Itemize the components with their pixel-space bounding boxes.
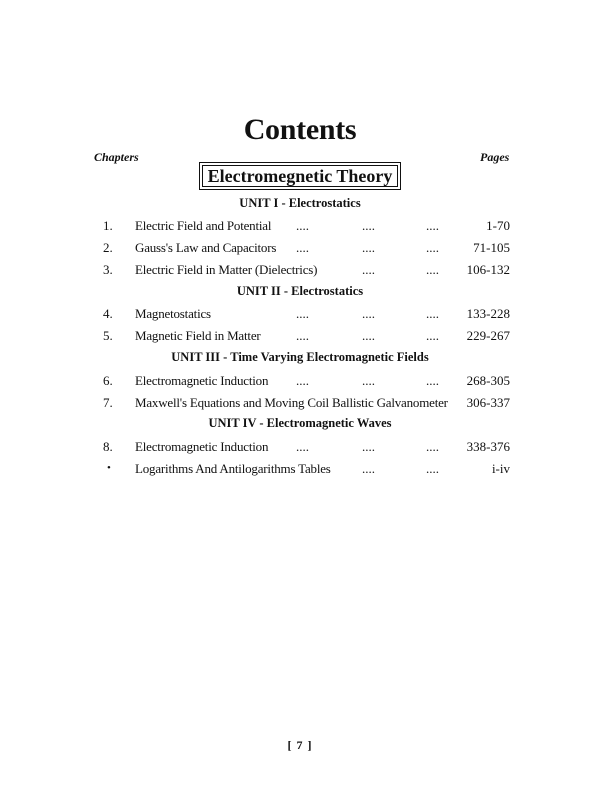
chapter-number: 4. [103,306,113,321]
dot-leader: .... [362,328,375,343]
dot-leader: .... [426,262,439,277]
subject-heading-box [199,162,401,190]
page-title: Contents [243,113,357,146]
unit-heading: UNIT II - Electrostatics [236,284,364,298]
unit-heading: UNIT IV - Electromagnetic Waves [208,416,392,430]
dot-leader: .... [296,240,309,255]
dot-leader: .... [362,373,375,388]
toc-entry [0,262,600,282]
chapter-number: 5. [103,328,113,343]
dot-leader: .... [426,218,439,233]
page-range: 1-70 [486,218,510,233]
dot-leader: .... [362,306,375,321]
chapter-number: 3. [103,262,113,277]
dot-leader: .... [296,439,309,454]
toc-entry [0,240,600,260]
dot-leader: .... [426,461,439,476]
toc-entry [0,373,600,393]
dot-leader: .... [426,306,439,321]
page-range: 106-132 [466,262,510,277]
chapter-title: Gauss's Law and Capacitors [135,240,277,255]
dot-leader: .... [296,328,309,343]
toc-entry [0,306,600,326]
dot-leader: .... [426,240,439,255]
dot-leader: .... [362,218,375,233]
chapter-number: 1. [103,218,113,233]
dot-leader: .... [362,262,375,277]
dot-leader: .... [362,461,375,476]
toc-entry [0,218,600,238]
toc-entry [0,461,600,481]
chapter-title: Maxwell's Equations and Moving Coil Ballistic Galvanometer [135,395,448,410]
toc-entry [0,328,600,348]
page-range: 268-305 [466,373,510,388]
toc-entry [0,395,600,415]
page-range: 71-105 [473,240,510,255]
dot-leader: .... [362,439,375,454]
chapter-number: 2. [103,240,113,255]
pages-column-label: Pages [480,150,510,164]
dot-leader: .... [426,373,439,388]
chapter-number: 7. [103,395,113,410]
dot-leader: .... [296,306,309,321]
chapter-title: Electric Field and Potential [135,218,272,233]
chapter-title: Electromagnetic Induction [135,373,269,388]
subject-heading: Electromegnetic Theory [202,165,398,187]
page-range: 133-228 [466,306,510,321]
unit-heading: UNIT III - Time Varying Electromagnetic Fields [171,350,429,364]
dot-leader: .... [426,328,439,343]
unit-heading: UNIT I - Electrostatics [239,196,361,210]
dot-leader: .... [296,218,309,233]
chapter-title: Magnetic Field in Matter [135,328,261,343]
dot-leader: .... [296,373,309,388]
page-range: 338-376 [466,439,510,454]
page-number: [ 7 ] [287,738,313,752]
page-range: 229-267 [466,328,510,343]
chapter-title: Electromagnetic Induction [135,439,269,454]
chapter-title: Electric Field in Matter (Dielectrics) [135,262,318,277]
chapter-title: Logarithms And Antilogarithms Tables [135,461,331,476]
chapter-number: 8. [103,439,113,454]
bullet-icon: • [107,462,111,474]
toc-entry [0,439,600,459]
page-range: i-iv [491,461,510,476]
page-range: 306-337 [466,395,510,410]
chapter-title: Magnetostatics [135,306,211,321]
dot-leader: .... [362,240,375,255]
dot-leader: .... [426,439,439,454]
chapter-number: 6. [103,373,113,388]
chapters-column-label: Chapters [94,150,139,164]
